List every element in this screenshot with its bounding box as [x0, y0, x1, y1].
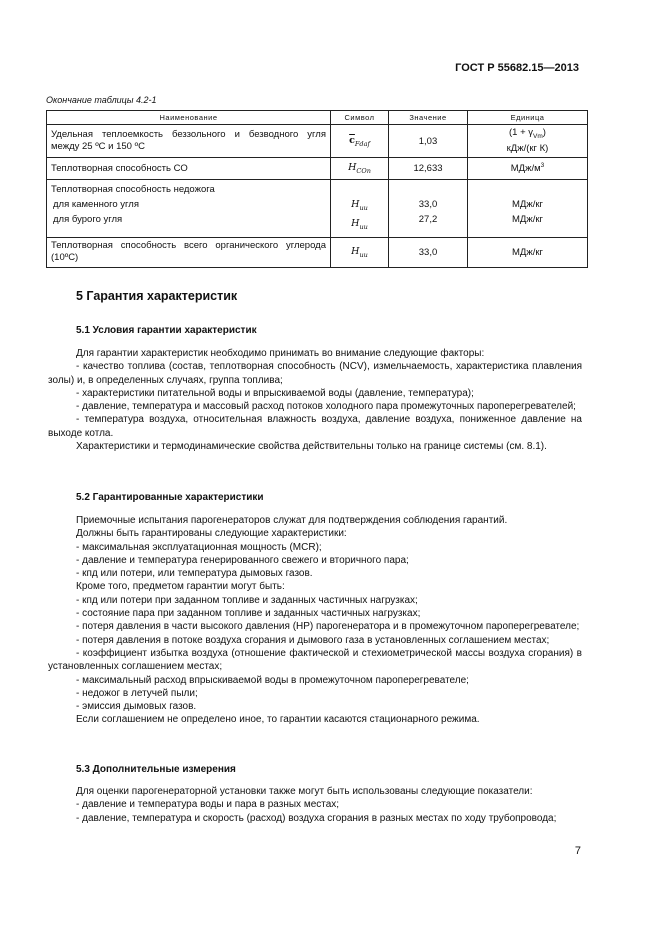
table-header-row — [47, 111, 588, 125]
column-header-symbol: Символ — [331, 111, 389, 125]
cell-symbol: $\overline{c}_{Fdaf}$ — [331, 125, 389, 158]
cell-name: Теплотворная способность всего органического углерода (10ºС) — [47, 237, 331, 267]
subsection-title-5-2: 5.2 Гарантированные характеристики — [76, 492, 264, 503]
cell-value: 33,0 27,2 — [389, 180, 468, 238]
column-header-value: Значение — [389, 111, 468, 125]
subsection-title-5-1: 5.1 Условия гарантии характеристик — [76, 325, 257, 336]
column-header-name: Наименование — [47, 111, 331, 125]
cell-symbol: $H_{COn}$ — [331, 158, 389, 180]
cell-unit: $(1 + \gamma_{Vm})$ кДж/(кг К) — [468, 125, 588, 158]
cell-symbol: $H_{uu}$ $H_{uu}$ — [331, 180, 389, 238]
cell-symbol: $H_{uu}$ — [331, 237, 389, 267]
subsection-body-5-1: Для гарантии характеристик необходимо принимать во внимание следующие факторы: - качество топлива (состав, теплотворная способность (NCV), измельчаемость, характеристика плавления золы) и, в определенных случаях, группа топлива; - характеристики питательной воды и впрыскиваемой воды (давление, температура); - давление, температура и массовый расход потоков холодного пара промежуточных пароперегревателей; - температура воздуха, относительная влажность воздуха, давление воздуха, пониженное давление на выходе котла. Характеристики и термодинамические свойства действительны только на границе системы (см. 8.1). — [48, 348, 582, 453]
cell-unit: МДж/кг — [468, 237, 588, 267]
cell-value: 12,633 — [389, 158, 468, 180]
table-row — [47, 158, 588, 180]
table-row — [47, 125, 588, 158]
cell-unit: МДж/кг МДж/кг — [468, 180, 588, 238]
cell-unit: МДж/$м^3$ — [468, 158, 588, 180]
document-code: ГОСТ Р 55682.15—2013 — [455, 62, 579, 74]
cell-name — [47, 125, 331, 158]
cell-name: Теплотворная способность CO — [47, 158, 331, 180]
table-caption: Окончание таблицы 4.2-1 — [46, 95, 157, 105]
cell-name: Теплотворная способность недожога для каменного угля для бурого угля — [47, 180, 331, 238]
cell-value: 1,03 — [389, 125, 468, 158]
subsection-body-5-3: Для оценки парогенераторной установки также могут быть использованы следующие показатели: - давление и температура воды и пара в разных местах; - давление, температура и скорость (расход) воздуха сгорания в разных местах по ходу трубопровода; — [76, 786, 557, 824]
cell-name-line: Удельная теплоемкость беззольного и безводного угля — [51, 129, 326, 140]
subsection-title-5-3: 5.3 Дополнительные измерения — [76, 764, 236, 775]
column-header-unit: Единица — [468, 111, 588, 125]
cell-name-line: между 25 ºС и 150 ºС — [51, 141, 145, 152]
subsection-body-5-2: Приемочные испытания парогенераторов служат для подтверждения соблюдения гарантий. Должны быть гарантированы следующие характеристики: - максимальная эксплуатационная мощность (MCR); - давление и температура генерированного свежего и вторичного пара; - кпд или потери, или температура дымовых газов. Кроме того, предметом гарантии могут быть: - кпд или потери при заданном топливе и заданных частичных нагрузках; - состояние пара при заданном топливе и заданных частичных нагрузках; - потеря давления в части высокого давления (HP) парогенератора и в промежуточном пароперегревателе; - потеря давления в потоке воздуха сгорания и дымового газа в установленных соглашением местах; - коэффициент избытка воздуха (отношение фактической и стехиометрической массы воздуха сгорания) в установленных соглашением местах; - максимальный расход впрыскиваемой воды в промежуточном пароперегревателе; - недожог в летучей пыли; - эмиссия дымовых газов. Если соглашением не определено иное, то гарантии касаются стационарного режима. — [48, 515, 582, 726]
section-title: 5 Гарантия характеристик — [76, 289, 238, 303]
table-row — [47, 237, 588, 267]
table-row — [47, 180, 588, 238]
page-number: 7 — [574, 845, 581, 857]
specific-heat-symbol: $\overline{c}$ — [349, 134, 355, 146]
cell-value: 33,0 — [389, 237, 468, 267]
properties-table — [46, 110, 588, 268]
